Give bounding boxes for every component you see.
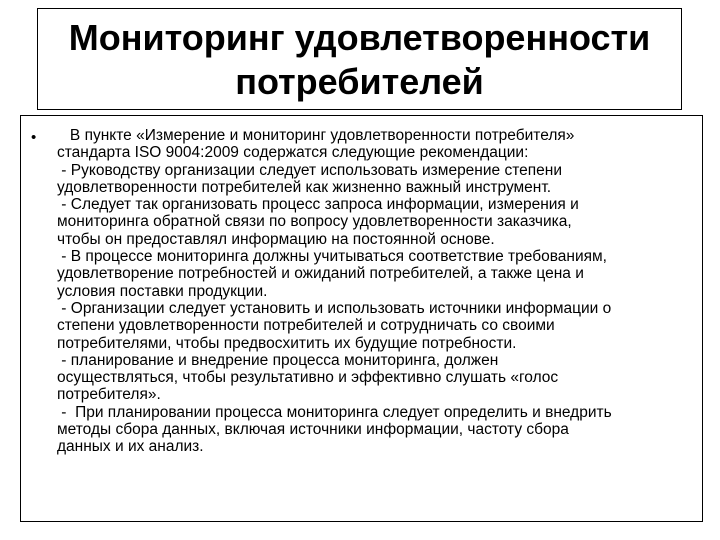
body-line-12: степени удовлетворенности потребителей и сотрудничать со своими bbox=[57, 317, 555, 335]
body-line-1: В пункте «Измерение и мониторинг удовлетворенности потребителя» bbox=[57, 127, 575, 144]
body-line-5: - Следует так организовать процесс запроса информации, измерения и bbox=[57, 196, 579, 214]
body-line-17: - При планировании процесса мониторинга следует определить и внедрить bbox=[57, 403, 612, 421]
body-line-19: данных и их анализ. bbox=[57, 438, 204, 456]
body-line-3: - Руководству организации следует использовать измерение степени bbox=[57, 161, 562, 179]
body-line-8: - В процессе мониторинга должны учитываться соответствие требованиям, bbox=[57, 248, 607, 266]
body-line-18: методы сбора данных, включая источники информации, частоту сбора bbox=[57, 421, 569, 439]
slide-content-box bbox=[20, 115, 703, 522]
slide-title-line-2: потребителей bbox=[235, 61, 484, 102]
body-line-4: удовлетворенности потребителей как жизненно важный инструмент. bbox=[57, 178, 552, 196]
slide-title-line-1: Мониторинг удовлетворенности bbox=[68, 17, 651, 58]
body-line-2: стандарта ISO 9004:2009 содержатся следующие рекомендации: bbox=[57, 144, 529, 162]
body-line-11: - Организации следует установить и использовать источники информации о bbox=[57, 299, 612, 317]
slide-title bbox=[69, 16, 651, 104]
body-line-10: условия поставки продукции. bbox=[57, 282, 268, 300]
body-text bbox=[57, 127, 699, 456]
bullet-icon: • bbox=[31, 129, 37, 146]
slide-title-box bbox=[37, 8, 682, 110]
body-line-15: осуществляться, чтобы результативно и эффективно слушать «голос bbox=[57, 369, 559, 387]
body-line-14: - планирование и внедрение процесса мониторинга, должен bbox=[57, 351, 499, 369]
body-line-16: потребителя». bbox=[57, 386, 161, 404]
body-line-9: удовлетворение потребностей и ожиданий потребителей, а также цена и bbox=[57, 265, 584, 283]
body-line-7: чтобы он предоставлял информацию на постоянной основе. bbox=[57, 230, 495, 248]
body-line-6: мониторинга обратной связи по вопросу удовлетворенности заказчика, bbox=[57, 213, 572, 231]
body-line-13: потребителями, чтобы предвосхитить их будущие потребности. bbox=[57, 334, 517, 352]
